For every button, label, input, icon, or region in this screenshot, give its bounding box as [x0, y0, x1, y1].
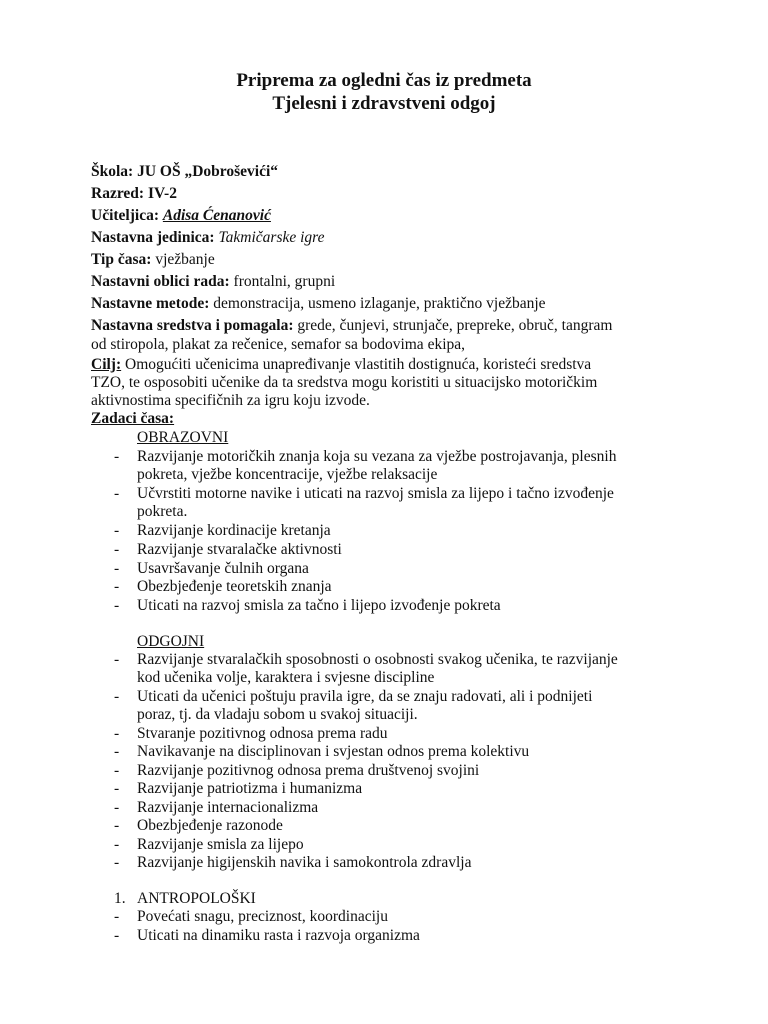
list-item: Razvijanje motoričkih znanja koja su vezana za vježbe postrojavanja, plesnih [137, 448, 617, 465]
ucitelj-value: Adisa Ćenanović [162, 207, 271, 224]
list-item-continuation: kod učenika volje, karaktera i svjesne discipline [137, 669, 435, 686]
list-bullet: - [114, 836, 120, 853]
metode-label: Nastavne metode: [91, 295, 210, 312]
list-bullet: - [114, 799, 120, 816]
list-bullet: - [114, 725, 120, 742]
list-bullet: - [114, 762, 120, 779]
antropoloski-heading: ANTROPOLOŠKI [137, 890, 256, 907]
list-item: Obezbjeđenje teoretskih znanja [137, 578, 332, 595]
sredstva-line [91, 316, 612, 336]
skola-line: Škola: JU OŠ „Dobroševići“ [91, 163, 279, 180]
list-item: Stvaranje pozitivnog odnosa prema radu [137, 725, 388, 742]
document-title: Priprema za ogledni čas iz predmeta [236, 70, 532, 91]
sredstva-value-1: grede, čunjevi, strunjače, prepreke, obruč, tangram [297, 317, 613, 334]
list-bullet: - [114, 578, 120, 595]
jedinica-label: Nastavna jedinica: [91, 229, 215, 246]
list-item-continuation: pokreta. [137, 503, 188, 520]
list-item: Razvijanje stvaralačke aktivnosti [137, 541, 342, 558]
list-bullet: - [114, 560, 120, 577]
sredstva-value-2: od stiropola, plakat za rečenice, semafor sa bodovima ekipa, [91, 336, 466, 353]
list-item: Obezbjeđenje razonode [137, 817, 283, 834]
list-item: Učvrstiti motorne navike i uticati na razvoj smisla za lijepo i tačno izvođenje [137, 485, 614, 502]
list-bullet: - [114, 485, 120, 502]
tip-label: Tip časa: [91, 251, 152, 268]
cilj-value-3: aktivnostima specifičnih za igru koju izvode. [91, 392, 370, 409]
tip-line [91, 250, 215, 270]
list-item: Razvijanje stvaralačkih sposobnosti o osobnosti svakog učenika, te razvijanje [137, 651, 618, 668]
list-item: Razvijanje patriotizma i humanizma [137, 780, 363, 797]
metode-line [91, 294, 546, 314]
obrazovni-heading: OBRAZOVNI [137, 429, 229, 446]
list-bullet: - [114, 780, 120, 797]
ucitelj-label: Učiteljica: [91, 207, 159, 224]
cilj-label: Cilj: [91, 356, 122, 373]
ucitelj-line [91, 206, 271, 226]
list-bullet: - [114, 908, 120, 925]
list-bullet: - [114, 541, 120, 558]
list-item: Razvijanje pozitivnog odnosa prema društvenoj svojini [137, 762, 480, 779]
jedinica-line [91, 228, 325, 248]
list-bullet: - [114, 817, 120, 834]
document-subtitle: Tjelesni i zdravstveni odgoj [272, 93, 496, 114]
list-bullet: - [114, 597, 120, 614]
list-item: Uticati da učenici poštuju pravila igre, da se znaju radovati, ali i podnijeti [137, 688, 593, 705]
oblici-label: Nastavni oblici rada: [91, 273, 230, 290]
list-bullet: - [114, 743, 120, 760]
tip-value: vježbanje [155, 251, 215, 268]
sredstva-label: Nastavna sredstva i pomagala: [91, 317, 294, 334]
list-bullet: - [114, 448, 120, 465]
jedinica-value: Takmičarske igre [218, 229, 325, 246]
list-bullet: - [114, 651, 120, 668]
list-item: Uticati na dinamiku rasta i razvoja organizma [137, 927, 420, 944]
list-item: Razvijanje kordinacije kretanja [137, 522, 331, 539]
list-bullet: - [114, 854, 120, 871]
list-item: Usavršavanje čulnih organa [137, 560, 309, 577]
razred-line: Razred: IV-2 [91, 185, 177, 202]
cilj-line [91, 355, 591, 375]
list-item: Navikavanje na disciplinovan i svjestan odnos prema kolektivu [137, 743, 530, 760]
list-item: Povećati snagu, preciznost, koordinaciju [137, 908, 388, 925]
list-item: Razvijanje smisla za lijepo [137, 836, 304, 853]
list-bullet: - [114, 927, 120, 944]
list-item: Razvijanje internacionalizma [137, 799, 319, 816]
zadaci-label: Zadaci časa: [91, 410, 175, 427]
list-bullet: - [114, 688, 120, 705]
odgojni-heading: ODGOJNI [137, 633, 205, 650]
list-item-continuation: poraz, tj. da vladaju sobom u svakoj situaciji. [137, 706, 418, 723]
oblici-value: frontalni, grupni [233, 273, 336, 290]
oblici-line [91, 272, 335, 292]
antropoloski-number: 1. [114, 890, 126, 907]
cilj-value-2: TZO, te osposobiti učenike da ta sredstva mogu koristiti u situacijsko motoričkim [91, 374, 598, 391]
list-item: Uticati na razvoj smisla za tačno i lijepo izvođenje pokreta [137, 597, 501, 614]
metode-value: demonstracija, usmeno izlaganje, praktično vježbanje [213, 295, 546, 312]
list-bullet: - [114, 522, 120, 539]
list-item-continuation: pokreta, vježbe koncentracije, vježbe relaksacije [137, 466, 438, 483]
list-item: Razvijanje higijenskih navika i samokontrola zdravlja [137, 854, 472, 871]
cilj-value-1: Omogućiti učenicima unapređivanje vlastitih dostignuća, koristeći sredstva [125, 356, 592, 373]
